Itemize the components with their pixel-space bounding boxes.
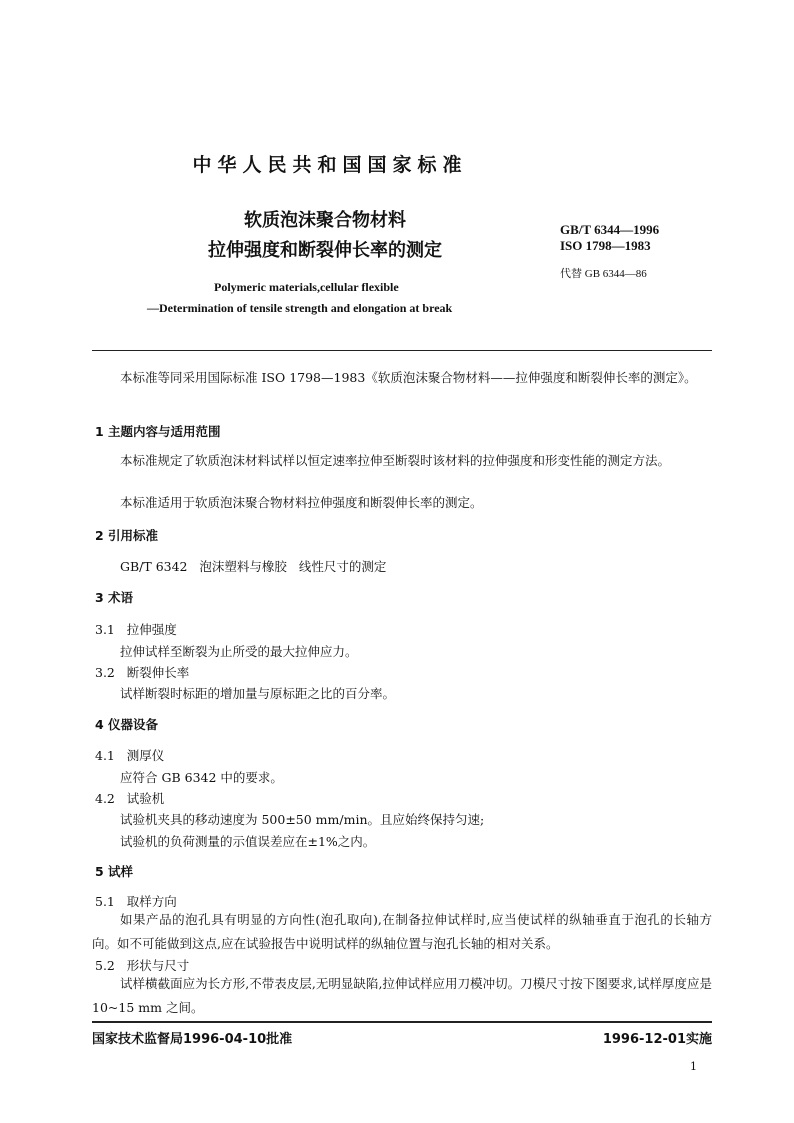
section-1-paragraph-2: 本标准适用于软质泡沫聚合物材料拉伸强度和断裂伸长率的测定。 — [120, 495, 483, 510]
english-title-line-1: Polymeric materials,cellular flexible — [214, 280, 399, 294]
title-line-2: 拉伸强度和断裂伸长率的测定 — [208, 240, 442, 261]
title-line-1: 软质泡沫聚合物材料 — [244, 210, 406, 231]
reference-gb-6342: GB/T 6342 泡沫塑料与橡胶 线性尺寸的测定 — [120, 559, 387, 574]
intro-paragraph: 本标准等同采用国际标准 ISO 1798—1983《软质泡沫聚合物材料——拉伸强度和断裂伸长率的测定》。 — [120, 370, 697, 385]
section-4-1-text: 应符合 GB 6342 中的要求。 — [120, 770, 283, 785]
top-rule — [92, 350, 712, 351]
section-3-2-title: 3.2 断裂伸长率 — [95, 665, 190, 680]
page-number: 1 — [690, 1060, 697, 1073]
section-3-1-title: 3.1 拉伸强度 — [95, 622, 177, 637]
section-5-title: 5 试样 — [95, 864, 134, 879]
section-3-1-text: 拉伸试样至断裂为止所受的最大拉伸应力。 — [120, 644, 358, 659]
standard-code: GB/T 6344—1996 — [560, 222, 660, 237]
national-standard-header: 中华人民共和国国家标准 — [192, 154, 468, 176]
section-1-paragraph-1: 本标准规定了软质泡沫材料试样以恒定速率拉伸至断裂时该材料的拉伸强度和形变性能的测定方法。 — [120, 453, 671, 468]
iso-code: ISO 1798—1983 — [560, 238, 651, 253]
section-5-2-text: 试样横截面应为长方形,不带表皮层,无明显缺陷,拉伸试样应用刀模冲切。刀模尺寸按下图要求,试样厚度应是 10~15 mm 之间。 — [92, 976, 712, 1015]
section-1-title: 1 主题内容与适用范围 — [95, 424, 221, 439]
bottom-rule — [92, 1021, 712, 1023]
section-3-title: 3 术语 — [95, 590, 134, 605]
section-5-2-title: 5.2 形状与尺寸 — [95, 958, 190, 973]
approval-date: 国家技术监督局1996-04-10批准 — [92, 1032, 293, 1047]
section-4-title: 4 仪器设备 — [95, 717, 159, 732]
implementation-date: 1996-12-01实施 — [602, 1032, 712, 1047]
section-3-2-text: 试样断裂时标距的增加量与原标距之比的百分率。 — [120, 686, 396, 701]
section-5-1-title: 5.1 取样方向 — [95, 894, 177, 909]
english-title-line-2: —Determination of tensile strength and elongation at break — [147, 301, 453, 315]
section-2-title: 2 引用标准 — [95, 528, 159, 543]
section-4-2-text-2: 试验机的负荷测量的示值误差应在±1%之内。 — [120, 834, 376, 849]
replaces-standard: 代替 GB 6344—86 — [560, 268, 647, 280]
section-4-1-title: 4.1 测厚仪 — [95, 748, 165, 763]
section-4-2-title: 4.2 试验机 — [95, 791, 165, 806]
section-5-1-text: 如果产品的泡孔具有明显的方向性(泡孔取向),在制备拉伸试样时,应当使试样的纵轴垂直于泡孔的长轴方向。如不可能做到这点,应在试验报告中说明试样的纵轴位置与泡孔长轴的相对关系。 — [92, 912, 712, 951]
section-4-2-text-1: 试验机夹具的移动速度为 500±50 mm/min。且应始终保持匀速; — [120, 812, 485, 827]
